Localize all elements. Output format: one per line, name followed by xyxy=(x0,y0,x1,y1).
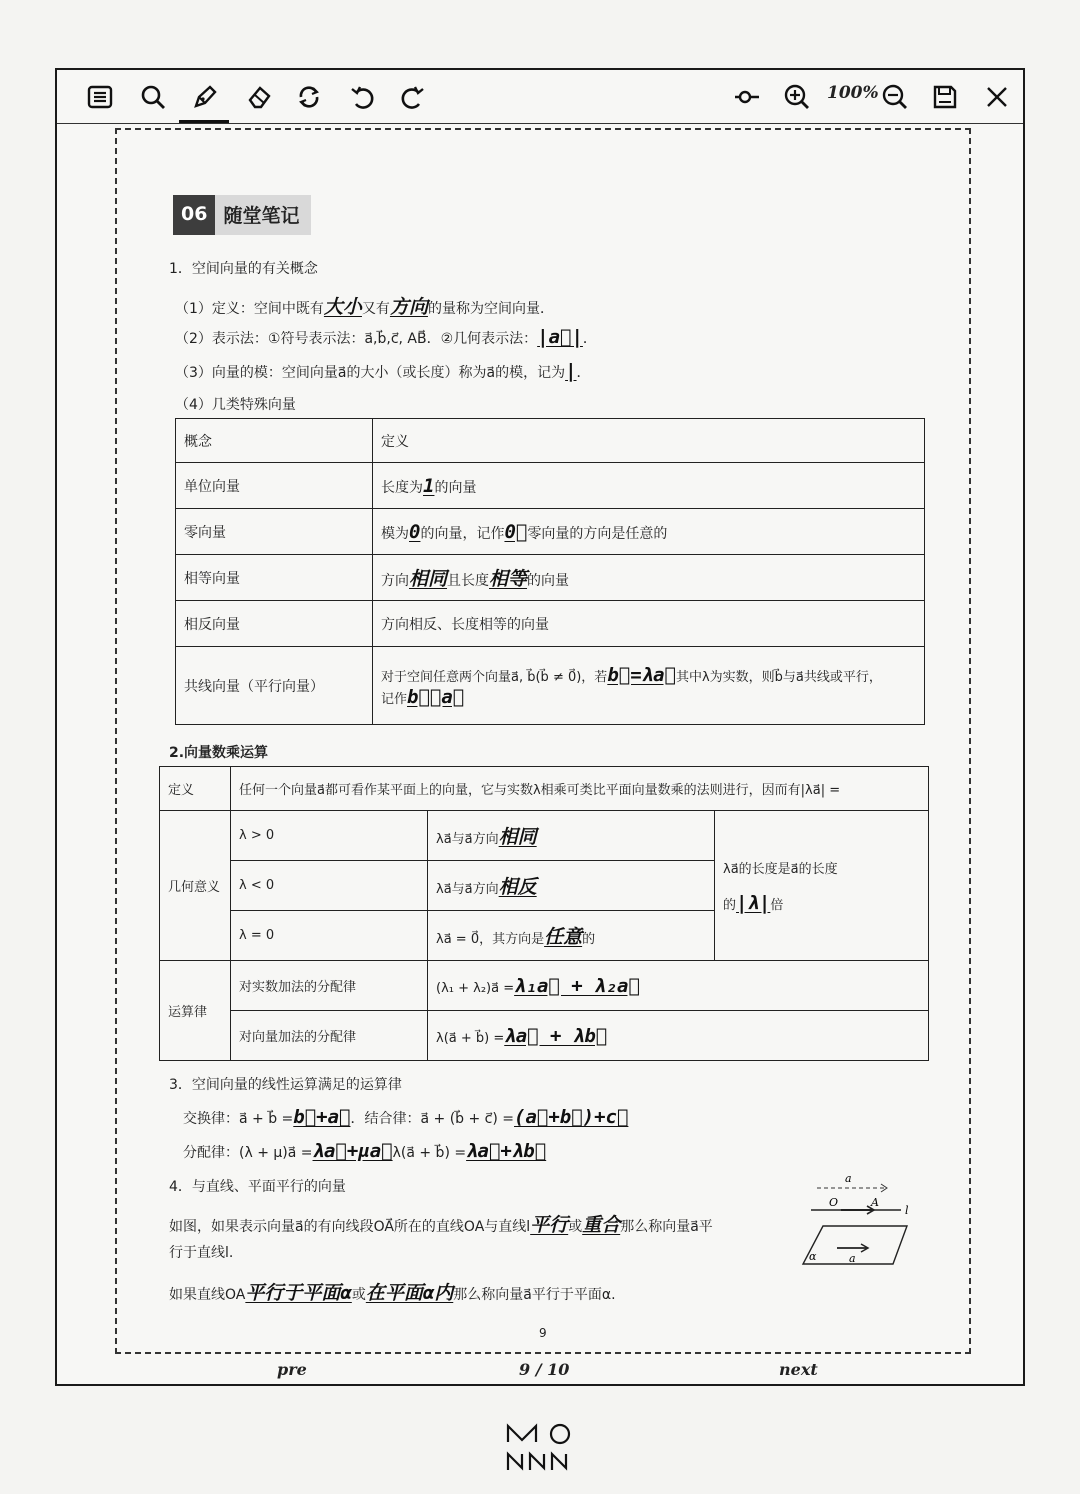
heading-2: 2.向量数乘运算 xyxy=(169,745,269,761)
special-vectors-heading: （4）几类特殊向量 xyxy=(175,397,296,413)
save-icon[interactable] xyxy=(927,79,963,115)
figure-label: l xyxy=(905,1204,909,1217)
figure-label: α xyxy=(809,1250,817,1263)
menu-icon[interactable] xyxy=(82,79,118,115)
page-indicator: 9 / 10 xyxy=(519,1360,570,1379)
heading-3: 3．空间向量的线性运算满足的运算律 xyxy=(169,1077,402,1093)
heading-1: 1．空间向量的有关概念 xyxy=(169,261,318,277)
scalar-multiplication-table: 定义 任何一个向量a⃗都可看作某平面上的向量，它与实数λ相乘可类比平面向量数乘的法则进行，因而有|λa⃗| = 几何意义 λ > 0 λa⃗与a⃗方向相同 λa⃗的长度是a⃗的长度 的|λ|倍 λ < 0 λa⃗与a⃗方向相反 λ = 0 λa⃗ = 0⃗，其方向是任意的 运算律 对实数加法的分配律 (λ₁ + λ₂)a⃗ =λ₁a⃗ + λ₂a⃗ 对向量加法的分配律 λ(a⃗ + b⃗) =λa⃗ + λb⃗ xyxy=(159,766,929,1061)
commutative-line: 交换律：a⃗ + b⃗ =b⃗+a⃗．结合律：a⃗ + (b⃗ + c⃗) =(a⃗+b⃗)+c⃗ xyxy=(183,1106,629,1128)
representation-line: （2）表示法：①符号表示法：a⃗,b⃗,c⃗, AB⃗．②几何表示法：|a⃗|． xyxy=(175,326,597,348)
section-number: 06 xyxy=(173,195,215,235)
table-header: 定义 xyxy=(373,419,925,463)
pen-icon[interactable] xyxy=(187,79,223,115)
parallel-plane-text: 如果直线OA平行于平面α或在平面α内那么称向量a⃗平行于平面α. xyxy=(169,1282,616,1304)
redo-icon[interactable] xyxy=(395,79,431,115)
zoom-in-icon[interactable] xyxy=(779,79,815,115)
heading-4: 4．与直线、平面平行的向量 xyxy=(169,1179,346,1195)
section-title: 随堂笔记 xyxy=(215,195,311,235)
mono-logo-icon xyxy=(504,1420,578,1474)
table-row: 零向量 模为0的向量，记作0⃗零向量的方向是任意的 xyxy=(176,509,925,555)
prev-page-button[interactable]: pre xyxy=(277,1360,307,1379)
toolbar xyxy=(57,70,1023,124)
table-header: 概念 xyxy=(176,419,373,463)
handwritten-answer: |a⃗| xyxy=(537,326,583,348)
parallel-line-text: 如图，如果表示向量a⃗的有向线段OA⃗所在的直线OA与直线l平行或重合那么称向量a⃗平 xyxy=(169,1214,713,1236)
handwritten-answer: 大小 xyxy=(323,296,362,318)
slider-icon[interactable] xyxy=(729,79,765,115)
search-icon[interactable] xyxy=(135,79,171,115)
zoom-out-icon[interactable] xyxy=(877,79,913,115)
active-tool-indicator xyxy=(179,120,229,123)
zoom-level: 100% xyxy=(827,83,879,103)
table-row: 相反向量 方向相反、长度相等的向量 xyxy=(176,601,925,647)
table-row: 单位向量 长度为1的向量 xyxy=(176,463,925,509)
rotate-icon[interactable] xyxy=(291,79,327,115)
page-number: 9 xyxy=(539,1326,547,1340)
close-icon[interactable] xyxy=(979,79,1015,115)
eraser-icon[interactable] xyxy=(242,79,278,115)
section-header xyxy=(173,195,311,235)
next-page-button[interactable]: next xyxy=(779,1360,818,1379)
parallel-line-text-cont: 行于直线l. xyxy=(169,1245,234,1261)
definition-line: （1）定义：空间中既有大小又有方向的量称为空间向量． xyxy=(175,296,554,318)
handwritten-answer: 方向 xyxy=(389,296,428,318)
figure-label: O xyxy=(829,1196,839,1209)
figure-label: A xyxy=(871,1196,879,1209)
modulus-line: （3）向量的模：空间向量a⃗的大小（或长度）称为a⃗的模，记为|． xyxy=(175,360,591,382)
table-row: 相等向量 方向相同且长度相等的向量 xyxy=(176,555,925,601)
special-vectors-table xyxy=(175,418,925,725)
distributive-line: 分配律：(λ + μ)a⃗ =λa⃗+μa⃗λ(a⃗ + b⃗) =λa⃗+λb⃗ xyxy=(183,1140,547,1162)
figure-label: a xyxy=(845,1172,852,1185)
handwritten-answer: | xyxy=(565,360,577,382)
table-row: 共线向量（平行向量） 对于空间任意两个向量a⃗, b⃗(b⃗ ≠ 0⃗)，若b⃗=λa⃗其中λ为实数，则b⃗与a⃗共线或平行， 记作b⃗∥a⃗ xyxy=(176,647,925,725)
reader-window xyxy=(55,68,1025,1386)
document-page xyxy=(115,128,971,1354)
figure-label: a xyxy=(849,1252,856,1265)
undo-icon[interactable] xyxy=(344,79,380,115)
vector-plane-figure xyxy=(797,1158,927,1268)
